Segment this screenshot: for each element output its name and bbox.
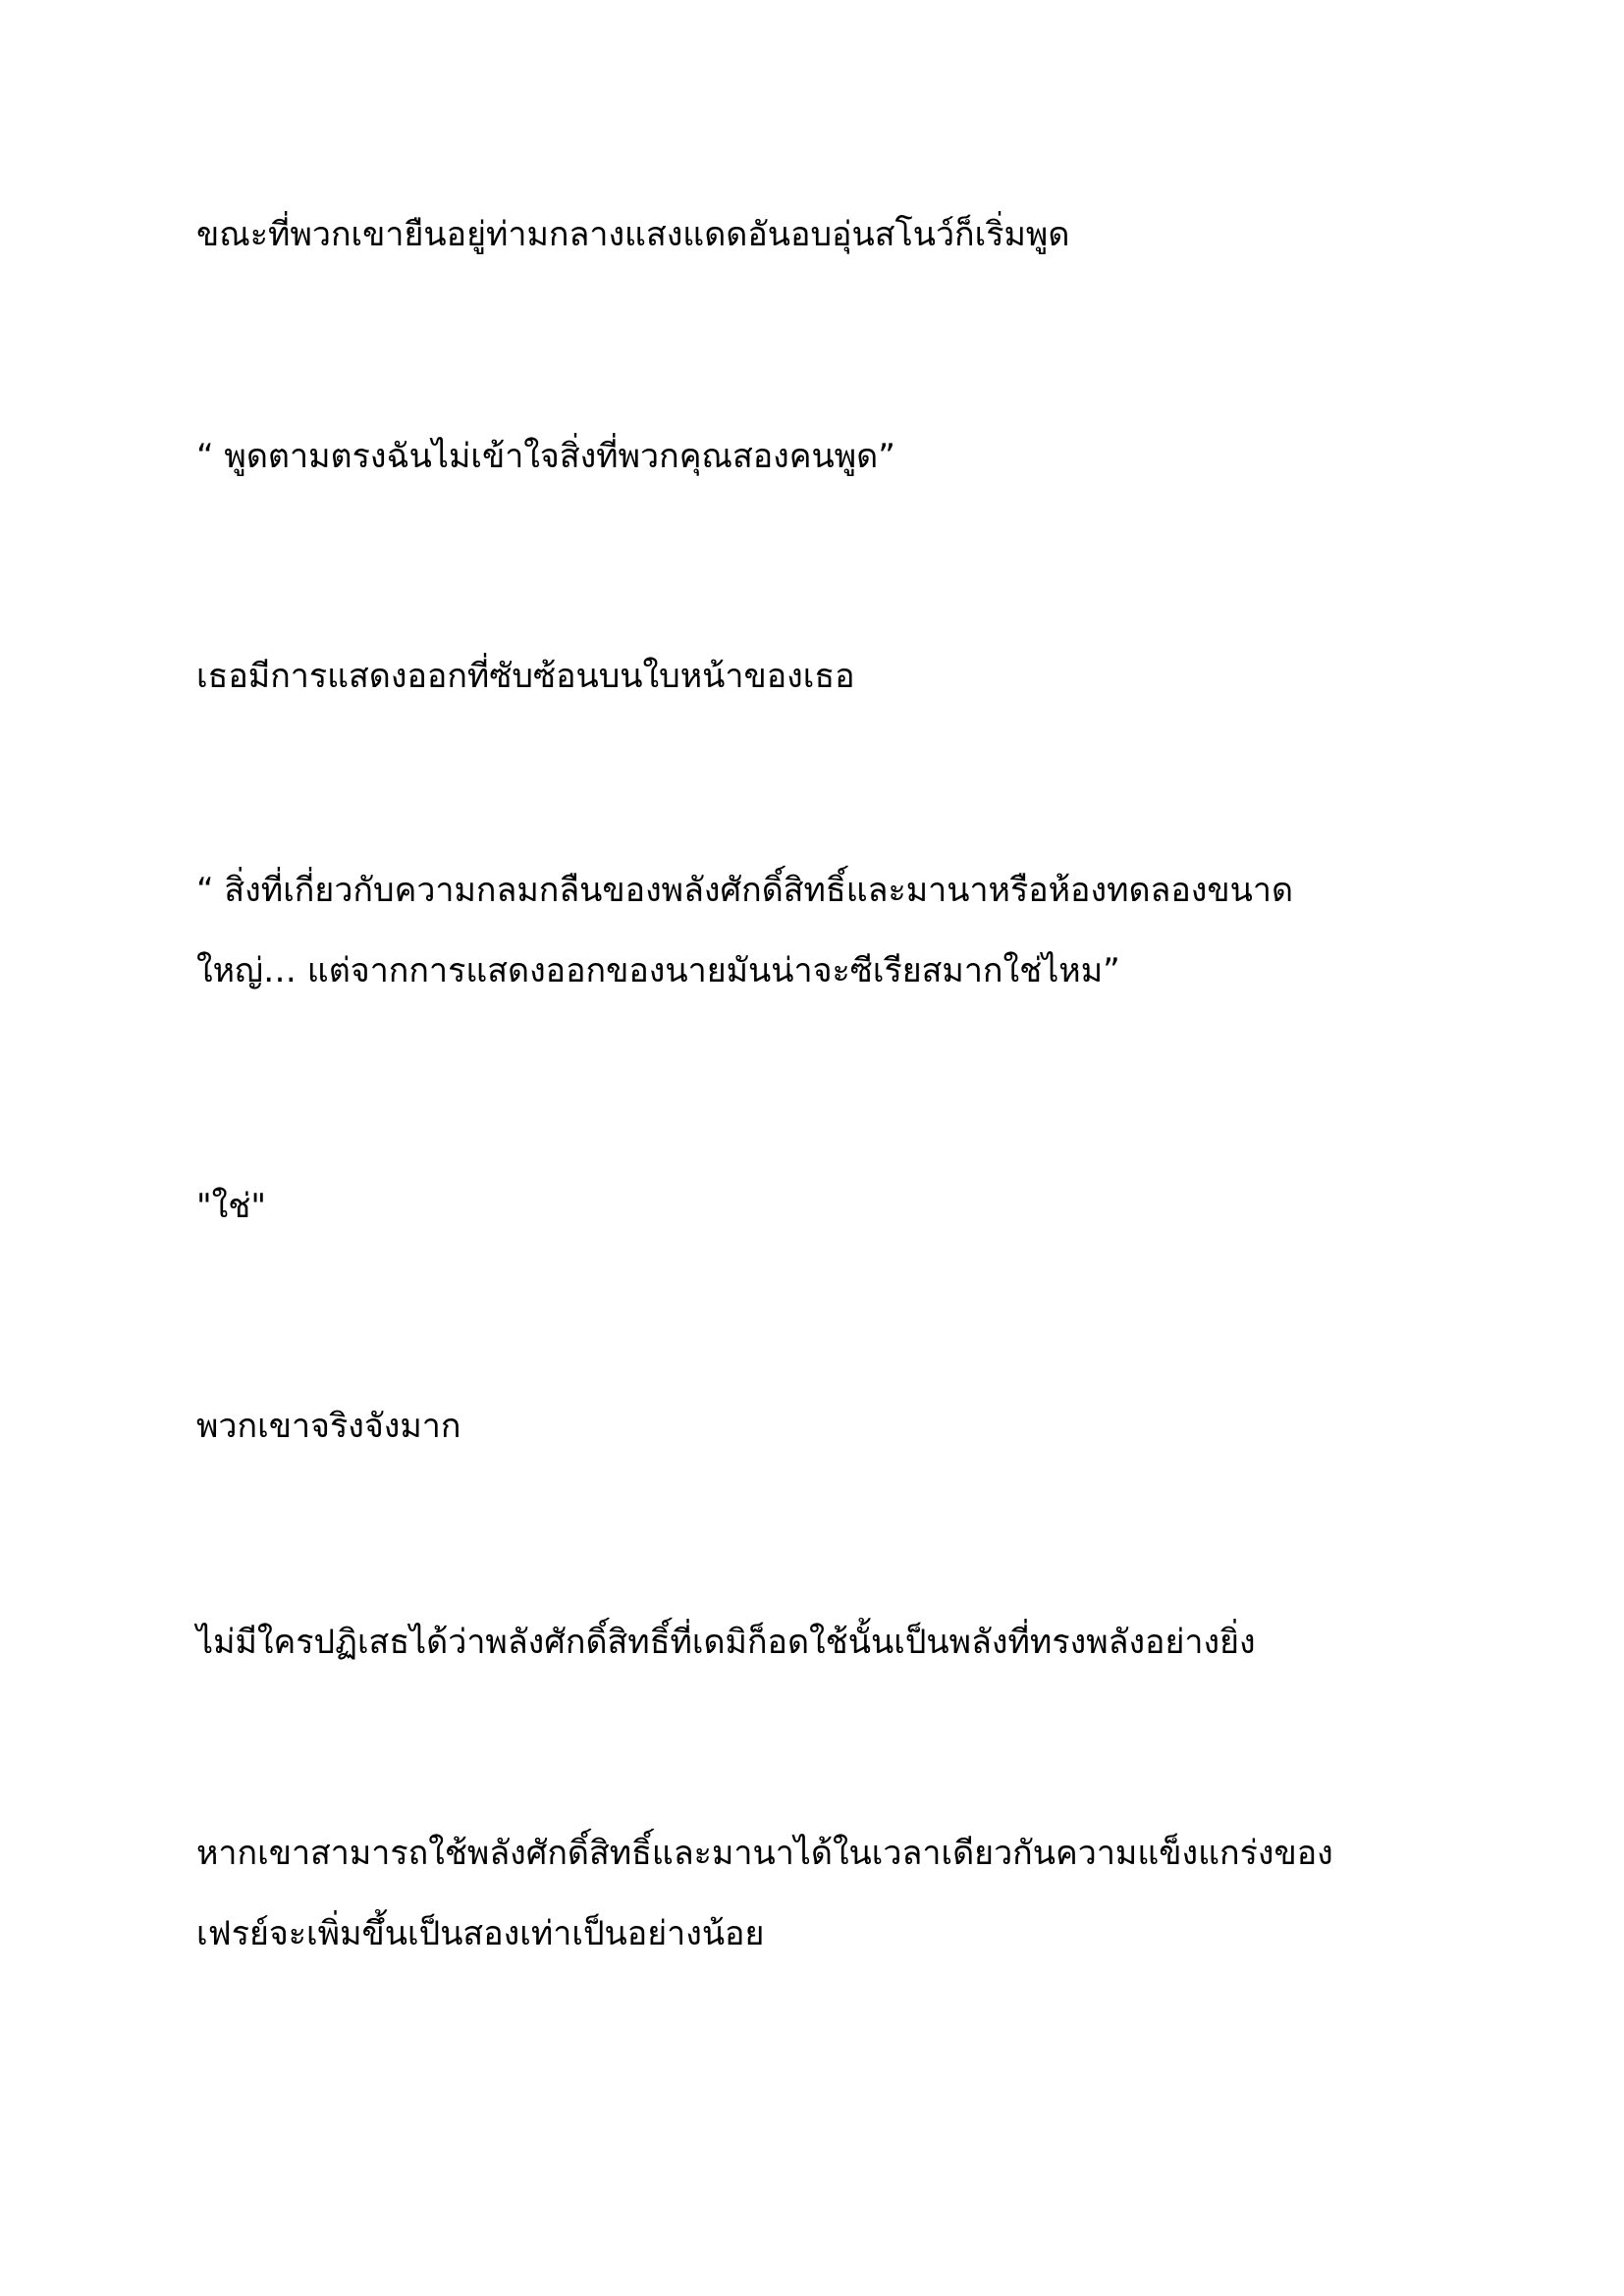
- paragraph-2: [196, 416, 1434, 497]
- paragraph-line: เฟรย์จะเพิ่มขึ้นเป็นสองเท่าเป็นอย่างน้อย: [196, 1914, 765, 1953]
- paragraph-line: พวกเขาจริงจังมาก: [196, 1407, 461, 1446]
- paragraph-line: ไม่มีใครปฏิเสธได้ว่าพลังศักดิ์สิทธิ์ที่เดมิก็อดใช้นั้นเป็นพลังที่ทรงพลังอย่างยิ่ง: [196, 1623, 1256, 1662]
- paragraph-line: ใหญ่… แต่จากการแสดงออกของนายมันน่าจะซีเรียสมากใช่ไหม”: [196, 951, 1120, 990]
- paragraph-line: เธอมีการแสดงออกที่ซับซ้อนบนใบหน้าของเธอ: [196, 657, 855, 696]
- paragraph-8: [196, 1813, 1434, 1974]
- paragraph-5: [196, 1166, 1434, 1247]
- paragraph-4: [196, 850, 1434, 1011]
- paragraph-3: [196, 636, 1434, 717]
- paragraph-line: ขณะที่พวกเขายืนอยู่ท่ามกลางแสงแดดอันอบอุ่นสโนว์ก็เริ่มพูด: [196, 215, 1070, 254]
- paragraph-line: “ พูดตามตรงฉันไม่เข้าใจสิ่งที่พวกคุณสองคนพูด”: [196, 437, 895, 476]
- paragraph-line: "ใช่": [196, 1187, 266, 1226]
- paragraph-7: [196, 1602, 1434, 1682]
- paragraph-6: [196, 1386, 1434, 1467]
- paragraph-line: หากเขาสามารถใช้พลังศักดิ์สิทธิ์และมานาได้ในเวลาเดียวกันความแข็งแกร่งของ: [196, 1834, 1333, 1873]
- paragraph-line: “ สิ่งที่เกี่ยวกับความกลมกลืนของพลังศักดิ์สิทธิ์และมานาหรือห้องทดลองขนาด: [196, 871, 1294, 910]
- paragraph-1: [196, 194, 1434, 275]
